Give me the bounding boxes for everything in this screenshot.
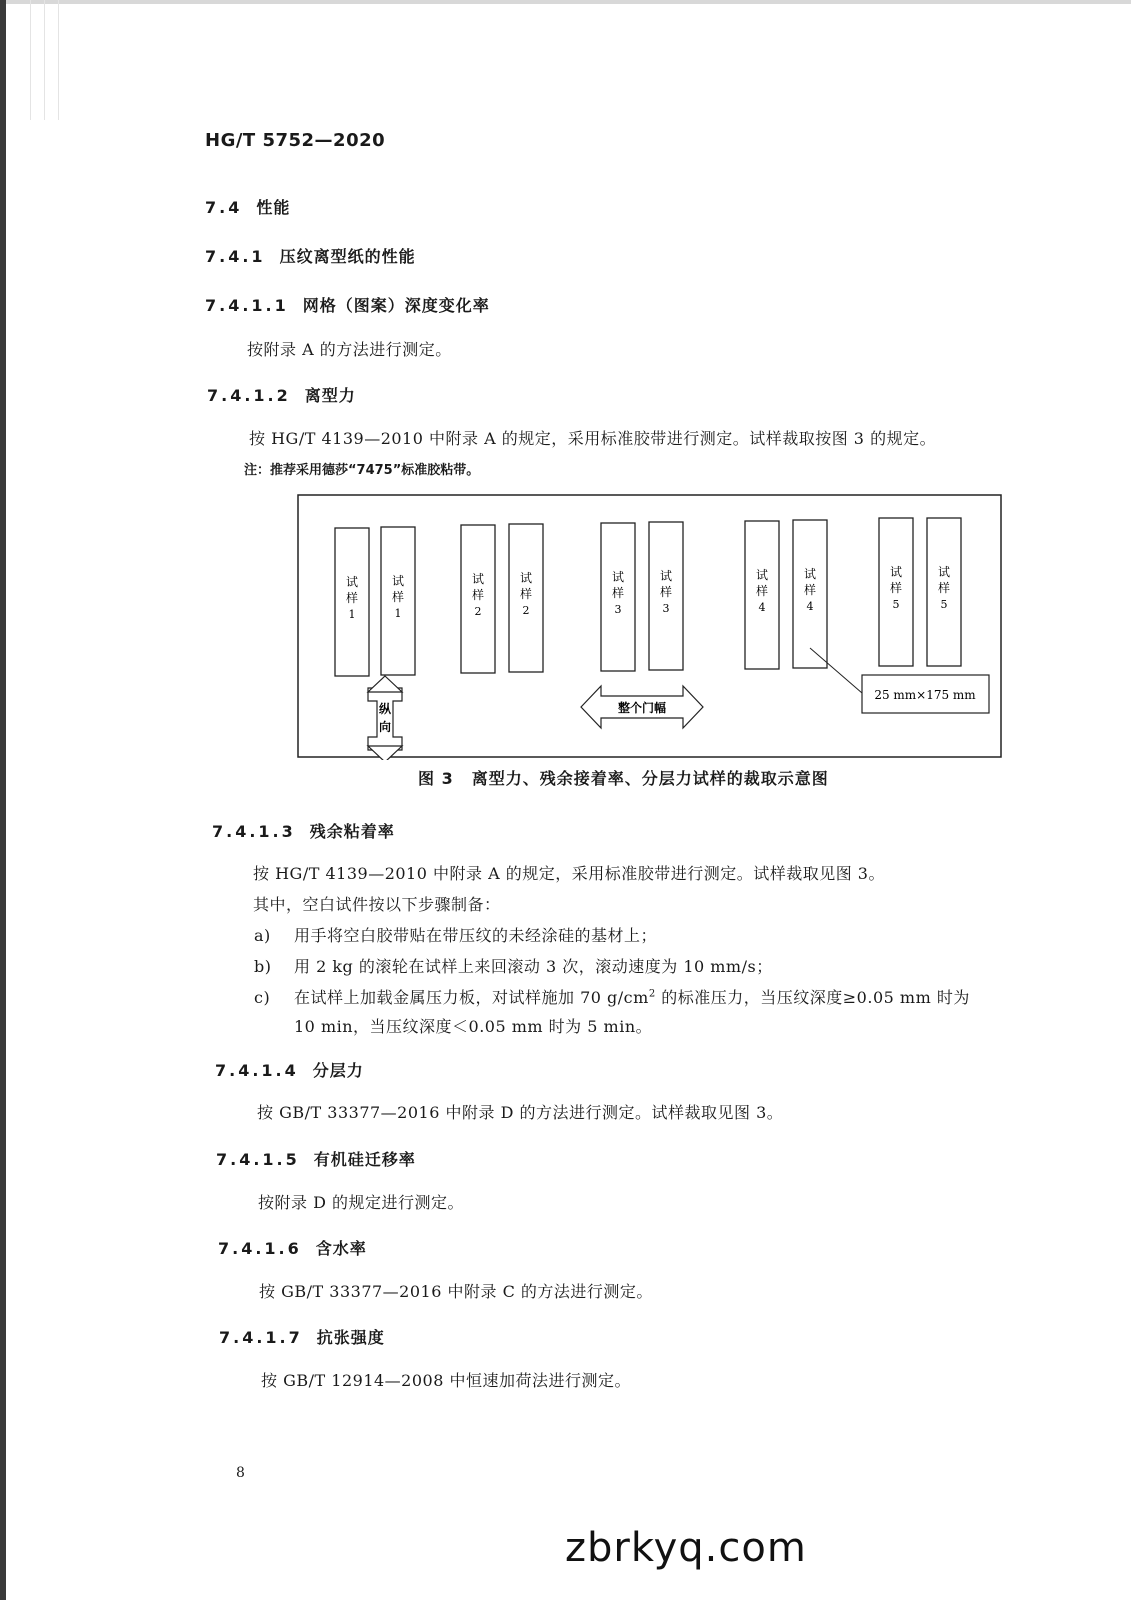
sample-strip-label: 试 [391, 574, 405, 588]
section-heading-7-4-1-2 [207, 383, 356, 406]
sample-strip-label: 样 [391, 590, 405, 604]
sample-strip [745, 521, 779, 669]
section-text: 按 GB/T 33377—2016 中附录 D 的方法进行测定。试样裁取见图 3。 [257, 1103, 784, 1122]
list-text: 的标准压力，当压纹深度≥0.05 mm 时为 [655, 988, 970, 1007]
note-text: 注：推荐采用德莎“7475”标准胶粘带。 [244, 463, 480, 478]
section-number: 7.4.1.3 [212, 822, 296, 841]
list-item-continuation: 10 min，当压纹深度＜0.05 mm 时为 5 min。 [294, 1017, 653, 1036]
full-width-label: 整个门幅 [617, 701, 667, 715]
sample-strip-number: 2 [522, 604, 530, 617]
sample-strip [793, 520, 827, 668]
sample-strip-number: 5 [892, 598, 900, 611]
section-title: 含水率 [315, 1239, 367, 1258]
section-number: 7.4.1.2 [207, 386, 291, 405]
page-number: 8 [236, 1465, 245, 1481]
sample-strip [927, 518, 961, 666]
section-text: 按 HG/T 4139—2010 中附录 A 的规定，采用标准胶带进行测定。试样裁取按图 3 的规定。 [249, 429, 937, 448]
section-number: 7.4.1.7 [219, 1328, 303, 1347]
sample-strip-label: 试 [659, 569, 673, 583]
list-marker: c) [254, 988, 271, 1007]
sample-strip-label: 试 [471, 572, 485, 586]
sheet-edge-line [30, 0, 31, 120]
sample-strip-number: 4 [806, 600, 814, 613]
longitudinal-label-char: 纵 [378, 702, 392, 716]
list-text: 用 2 kg 的滚轮在试样上来回滚动 3 次，滚动速度为 10 mm/s； [294, 957, 773, 976]
sample-strip-label: 样 [345, 591, 359, 605]
sheet-edge-line [58, 0, 59, 120]
sample-strip-label: 样 [937, 581, 951, 595]
list-text: 用手将空白胶带贴在带压纹的未经涂硅的基材上； [294, 926, 658, 945]
list-text: 在试样上加载金属压力板，对试样施加 70 g/cm [294, 988, 649, 1007]
sample-strip-label: 样 [659, 585, 673, 599]
sample-strip-number: 5 [940, 598, 948, 611]
sample-strip-label: 样 [755, 584, 769, 598]
section-heading-7-4-1-1 [205, 293, 490, 316]
section-text: 按附录 A 的方法进行测定。 [247, 340, 452, 359]
sample-strip-label: 试 [519, 571, 533, 585]
section-heading-7-4-1-7 [219, 1325, 385, 1348]
section-number: 7.4.1.1 [205, 296, 289, 315]
section-title: 离型力 [304, 386, 356, 405]
list-item [254, 923, 657, 946]
scan-top-edge [6, 0, 1131, 4]
sample-strip-label: 样 [519, 587, 533, 601]
sample-strip-label: 样 [471, 588, 485, 602]
sample-strip-number: 1 [394, 607, 402, 620]
sample-strip-number: 1 [348, 608, 356, 621]
figure-caption [418, 766, 829, 789]
section-heading-7-4-1-5 [216, 1147, 416, 1170]
section-title: 残余粘着率 [309, 822, 395, 841]
sample-strip-number: 3 [662, 602, 670, 615]
sample-strip [335, 528, 369, 676]
section-title: 有机硅迁移率 [313, 1150, 416, 1169]
list-marker: b) [254, 957, 272, 976]
scan-border [0, 0, 6, 1600]
list-marker: a) [254, 926, 271, 945]
section-title: 抗张强度 [316, 1328, 385, 1347]
longitudinal-arrow-head-down [368, 746, 402, 760]
sample-strip-number: 4 [758, 601, 766, 614]
sample-strip-label: 试 [889, 565, 903, 579]
document-code: HG/T 5752—2020 [205, 130, 386, 151]
longitudinal-arrow-head-up [368, 676, 402, 692]
section-text: 按附录 D 的规定进行测定。 [258, 1193, 465, 1212]
sample-strip-label: 样 [803, 583, 817, 597]
sample-strip [601, 523, 635, 671]
section-title: 压纹离型纸的性能 [279, 247, 416, 266]
sample-strip-label: 试 [611, 570, 625, 584]
section-number: 7.4.1.6 [218, 1239, 302, 1258]
figure-number: 图 3 [418, 769, 454, 788]
superscript: 2 [648, 988, 656, 1000]
longitudinal-label-char: 向 [378, 720, 392, 734]
section-text-2: 其中，空白试件按以下步骤制备： [253, 895, 501, 914]
longitudinal-arrow [368, 688, 402, 750]
sample-strip [381, 527, 415, 675]
sample-strip-label: 试 [755, 568, 769, 582]
section-title: 网格（图案）深度变化率 [302, 296, 490, 315]
figure-svg [297, 488, 1003, 760]
sheet-edge-line [44, 0, 45, 120]
size-leader-line [810, 648, 862, 693]
section-heading-7-4-1-6 [218, 1236, 367, 1259]
section-title: 性能 [256, 198, 291, 217]
section-number: 7.4 [205, 198, 243, 217]
sample-strip [879, 518, 913, 666]
section-heading-7-4-1 [205, 244, 416, 267]
section-heading-7-4 [205, 195, 290, 218]
section-text: 按 GB/T 12914—2008 中恒速加荷法进行测定。 [261, 1371, 631, 1390]
list-item [254, 954, 773, 977]
sample-strip [649, 522, 683, 670]
section-number: 7.4.1 [205, 247, 266, 266]
figure-caption-text: 离型力、残余接着率、分层力试样的裁取示意图 [471, 769, 829, 788]
sample-strip-label: 样 [889, 581, 903, 595]
sample-strip-number: 2 [474, 605, 482, 618]
size-label: 25 mm×175 mm [874, 688, 976, 702]
section-text: 按 GB/T 33377—2016 中附录 C 的方法进行测定。 [259, 1282, 653, 1301]
sample-strip-number: 3 [614, 603, 622, 616]
section-text: 按 HG/T 4139—2010 中附录 A 的规定，采用标准胶带进行测定。试样裁取见图 3。 [253, 864, 885, 883]
watermark-text: zbrkyq.com [565, 1525, 807, 1571]
section-heading-7-4-1-3 [212, 819, 395, 842]
sample-strip-label: 试 [803, 567, 817, 581]
section-number: 7.4.1.5 [216, 1150, 300, 1169]
section-heading-7-4-1-4 [215, 1058, 364, 1081]
sample-strip [461, 525, 495, 673]
section-number: 7.4.1.4 [215, 1061, 299, 1080]
section-title: 分层力 [312, 1061, 364, 1080]
list-item [254, 985, 970, 1008]
sample-strip-label: 试 [345, 575, 359, 589]
sample-strip-label: 样 [611, 586, 625, 600]
figure-3-cutting-diagram [297, 488, 1003, 760]
sample-strip-label: 试 [937, 565, 951, 579]
sample-strip [509, 524, 543, 672]
